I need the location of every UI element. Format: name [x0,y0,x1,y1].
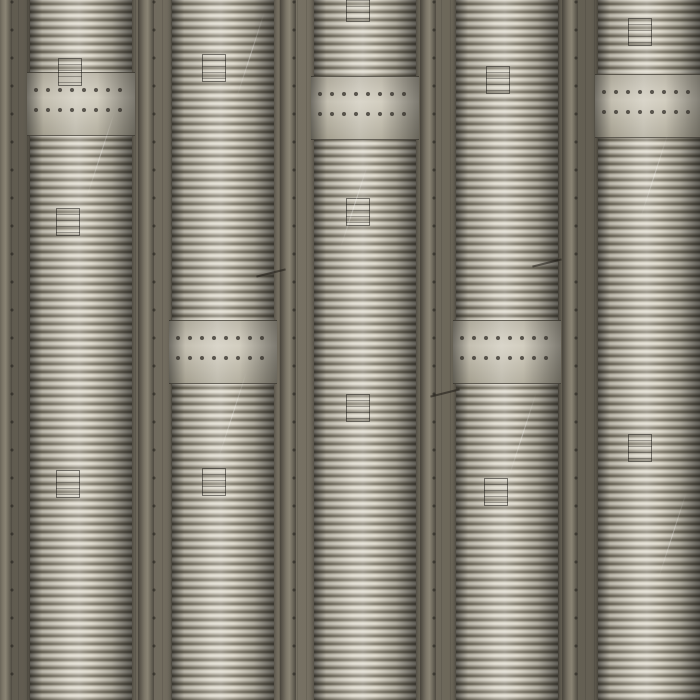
pipe-tag [484,478,508,506]
pipe-tag [202,468,226,496]
rivet-column [574,0,578,700]
corrugated-pipe-1 [30,0,132,700]
pipe-tag [346,394,370,422]
pipe-tag [202,54,226,82]
rivet-column [10,0,14,700]
pipe-tag [628,434,652,462]
pipe-tag [56,208,80,236]
corrugated-pipe-5 [598,0,700,700]
scratch [658,492,687,578]
pipe-tag [56,470,80,498]
pipe-collar [453,320,561,384]
pipe-collar [169,320,277,384]
rivet-column [432,0,436,700]
pipe-tag [58,58,82,86]
pipe-collar [595,74,700,138]
scratch [218,372,247,458]
corrugated-pipe-3 [314,0,416,700]
pipe-tag [346,198,370,226]
rivet-column [292,0,296,700]
scratch [508,392,537,478]
corrugated-pipe-2 [172,0,274,700]
pipe-tag [486,66,510,94]
rivet-column [152,0,156,700]
pipe-collar [311,76,419,140]
scratch [640,132,669,218]
scratch [236,12,265,98]
corrugated-pipe-4 [456,0,558,700]
pipe-tag [628,18,652,46]
pipe-tag [346,0,370,22]
